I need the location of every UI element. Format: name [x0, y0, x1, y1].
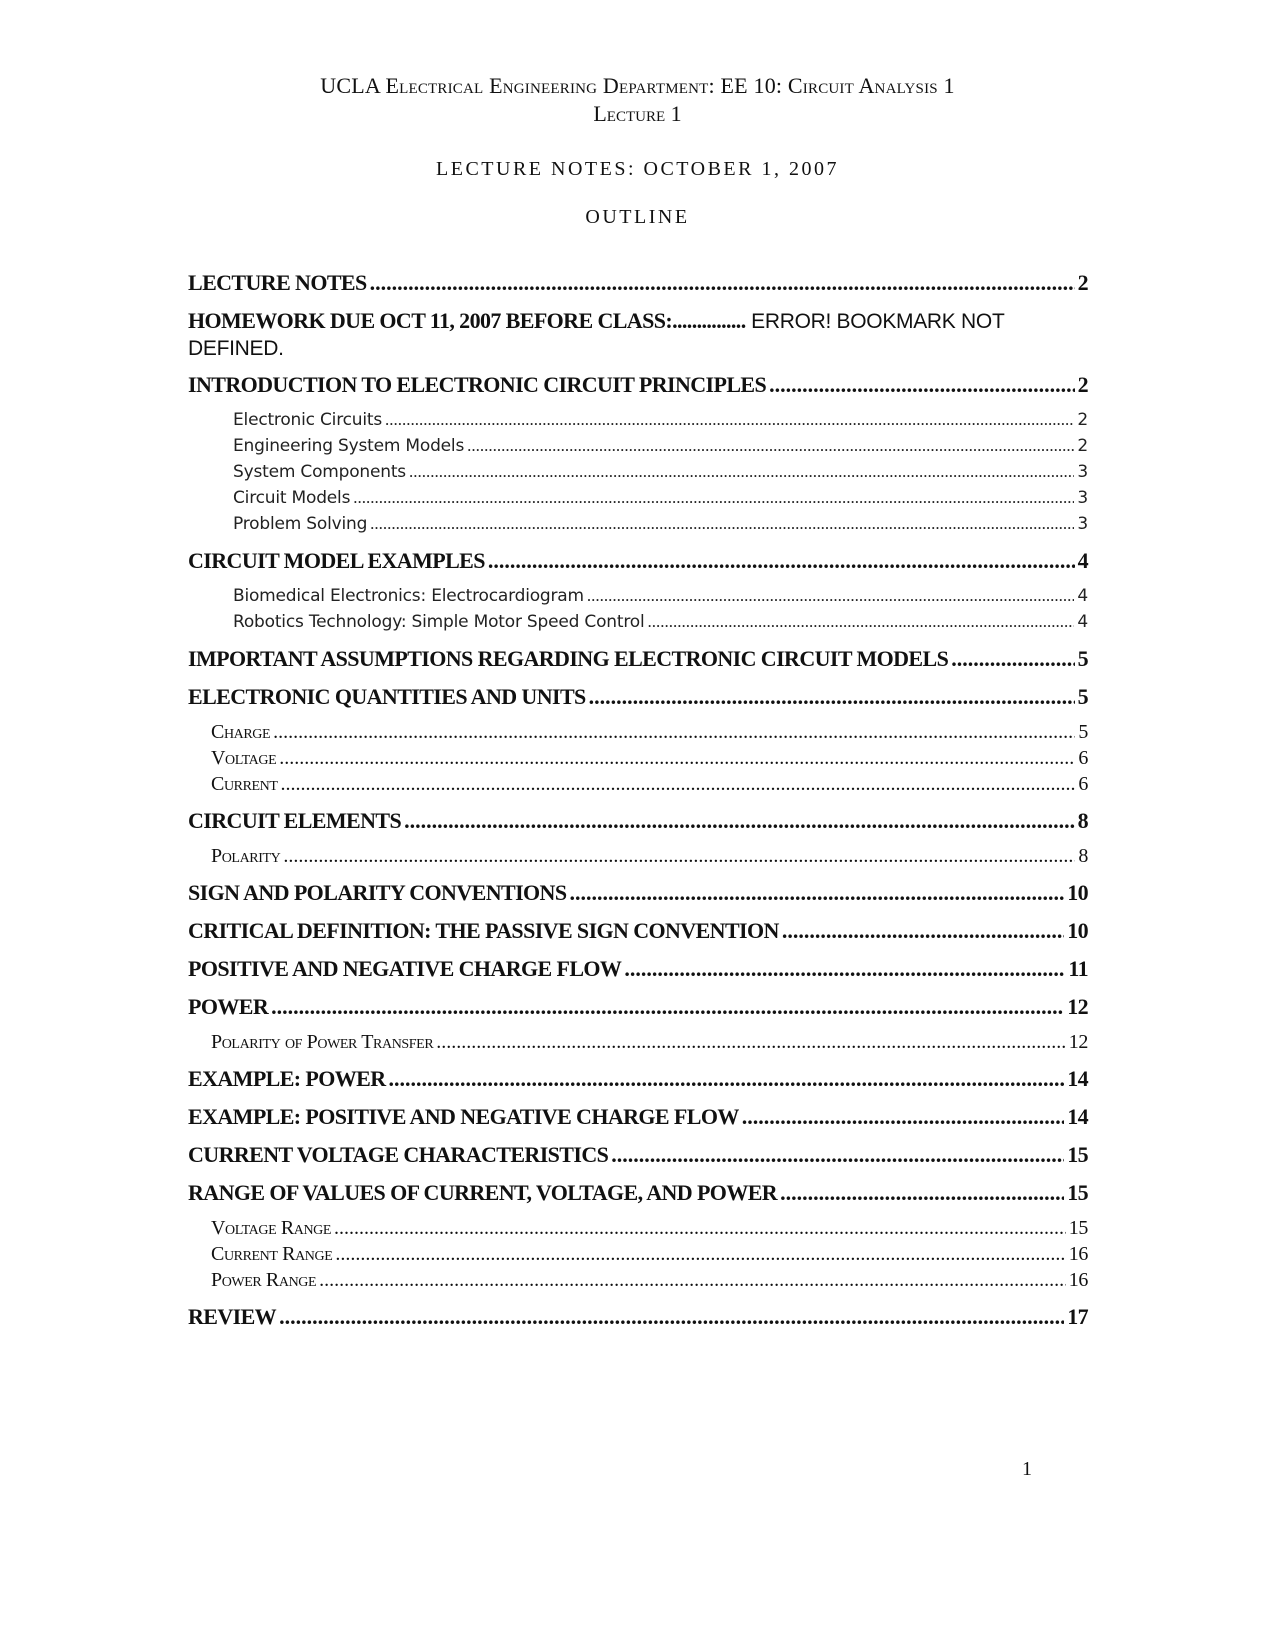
toc-entry-intro[interactable]: INTRODUCTION TO ELECTRONIC CIRCUIT PRINCIPLES ..... 2	[188, 372, 1088, 410]
toc-subentry[interactable]: Voltage ..... 6	[188, 746, 1088, 772]
header-department-course: UCLA Electrical Engineering Department: EE 10: Circuit Analysis 1	[320, 73, 955, 98]
toc-entry-circuit-elements[interactable]: CIRCUIT ELEMENTS ..... 8	[188, 808, 1088, 846]
toc-entry-range-of-values[interactable]: RANGE OF VALUES OF CURRENT, VOLTAGE, AND POWER ..... 15	[188, 1180, 1088, 1218]
toc-subentry[interactable]: System Components ..... 3	[188, 460, 1088, 486]
toc-subentry[interactable]: Biomedical Electronics: Electrocardiogram ..... 4	[188, 584, 1088, 610]
document-header	[0, 72, 1275, 230]
toc-subentry[interactable]: Circuit Models ..... 3	[188, 486, 1088, 512]
toc-subentry[interactable]: Problem Solving ..... 3	[188, 512, 1088, 538]
toc-entry-charge-flow[interactable]: POSITIVE AND NEGATIVE CHARGE FLOW ..... 11	[188, 956, 1088, 994]
toc-subentry[interactable]: Voltage Range ..... 15	[188, 1216, 1088, 1242]
toc-entry-assumptions[interactable]: IMPORTANT ASSUMPTIONS REGARDING ELECTRONIC CIRCUIT MODELS ..... 5	[188, 646, 1088, 684]
header-lecture: Lecture 1	[593, 101, 682, 126]
toc-subentry[interactable]: Engineering System Models ..... 2	[188, 434, 1088, 460]
toc-subentry[interactable]: Power Range ..... 16	[188, 1268, 1088, 1294]
toc-subentry[interactable]: Polarity ..... 8	[188, 844, 1088, 870]
toc-subentry[interactable]: Current Range ..... 16	[188, 1242, 1088, 1268]
page-number: 1	[1022, 1458, 1032, 1480]
toc-entry-homework[interactable]: HOMEWORK DUE OCT 11, 2007 BEFORE CLASS:............... ERROR! BOOKMARK NOT DEFINED.	[188, 308, 1005, 360]
header-outline-title: OUTLINE	[585, 206, 690, 228]
toc-entry-power[interactable]: POWER ..... 12	[188, 994, 1088, 1032]
toc-entry-passive-sign[interactable]: CRITICAL DEFINITION: THE PASSIVE SIGN CONVENTION ..... 10	[188, 918, 1088, 956]
toc-entry-iv-characteristics[interactable]: CURRENT VOLTAGE CHARACTERISTICS ..... 15	[188, 1142, 1088, 1180]
toc-subentry[interactable]: Polarity of Power Transfer ..... 12	[188, 1030, 1088, 1056]
header-lecture-date: LECTURE NOTES: OCTOBER 1, 2007	[436, 158, 839, 180]
toc-entry-quantities-units[interactable]: ELECTRONIC QUANTITIES AND UNITS ..... 5	[188, 684, 1088, 722]
table-of-contents	[188, 270, 1088, 1342]
toc-subentry[interactable]: Electronic Circuits ..... 2	[188, 408, 1088, 434]
toc-entry-example-power[interactable]: EXAMPLE: POWER ..... 14	[188, 1066, 1088, 1104]
toc-subentry[interactable]: Current ..... 6	[188, 772, 1088, 798]
toc-entry-review[interactable]: REVIEW ..... 17	[188, 1304, 1088, 1342]
toc-entry-sign-polarity[interactable]: SIGN AND POLARITY CONVENTIONS ..... 10	[188, 880, 1088, 918]
toc-entry-example-charge-flow[interactable]: EXAMPLE: POSITIVE AND NEGATIVE CHARGE FLOW ..... 14	[188, 1104, 1088, 1142]
toc-subentry[interactable]: Robotics Technology: Simple Motor Speed Control ..... 4	[188, 610, 1088, 636]
toc-subentry[interactable]: Charge ..... 5	[188, 720, 1088, 746]
toc-entry-circuit-model-examples[interactable]: CIRCUIT MODEL EXAMPLES ..... 4	[188, 548, 1088, 586]
bookmark-error-text: ERROR! BOOKMARK NOT DEFINED.	[188, 310, 1005, 360]
toc-entry-lecture-notes[interactable]: LECTURE NOTES ..... 2	[188, 270, 1088, 308]
